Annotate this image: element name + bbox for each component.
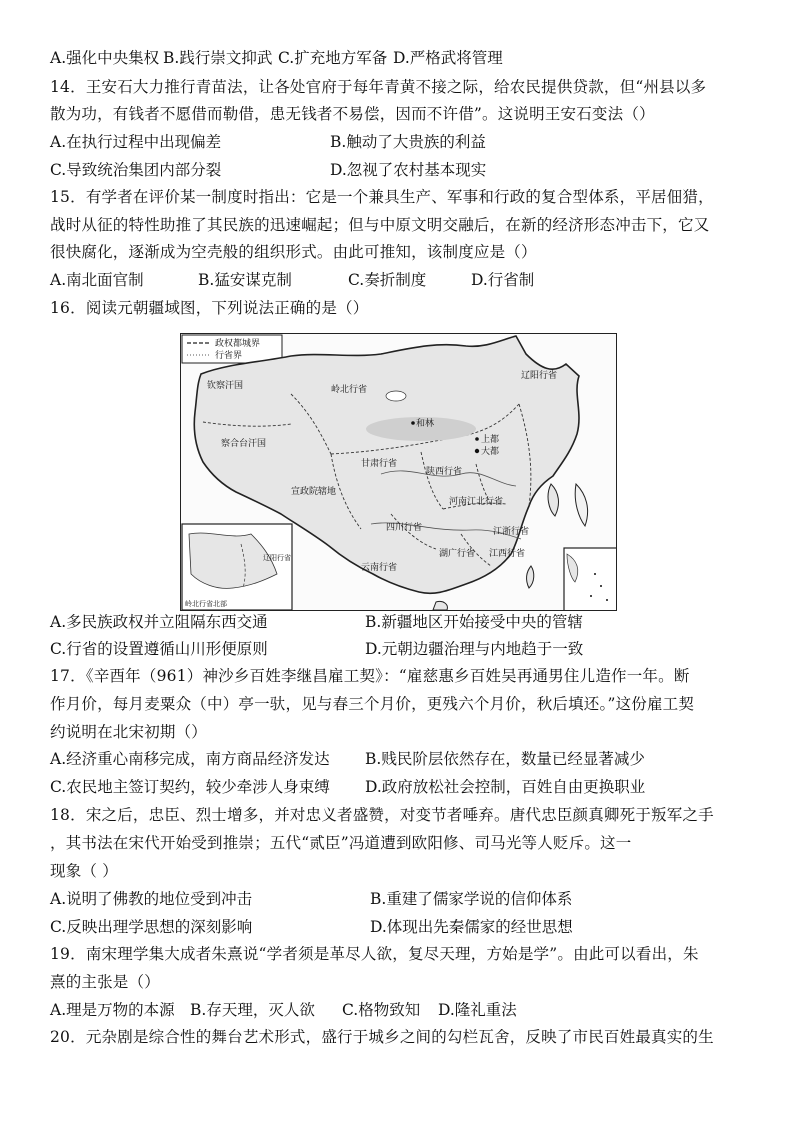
hainan-island: [433, 601, 447, 610]
q17-stem-line-2: 作月价，每月麦粟众（中）亭一驮，见与春三个月价，更残六个月价，秋后填还。”这份雇工契: [50, 695, 695, 713]
q15-option-a: A.南北面官制: [50, 271, 144, 289]
q19-option-c: C.格物致知: [342, 1001, 421, 1019]
q18-stem-line-3: 现象（ ）: [50, 862, 118, 880]
label-sichuan: 四川行省: [386, 523, 423, 533]
label-chagatai: 察合台汗国: [221, 439, 267, 449]
q18-option-d: D.体现出先秦儒家的经世思想: [370, 918, 573, 936]
q18-stem-line-1: 18．宋之后，忠臣、烈士增多，并对忠义者盛赞，对变节者唾弃。唐代忠臣颜真卿死于叛军之手: [50, 806, 714, 824]
inset-label-liaoyang: 辽阳行省: [263, 554, 291, 562]
label-helin: 和林: [416, 419, 435, 429]
q16-option-a: A.多民族政权并立阻隔东西交通: [50, 613, 268, 631]
q17-option-c: C.农民地主签订契约，较少牵涉人身束缚: [50, 778, 330, 796]
q19-option-a: A.理是万物的本源: [50, 1001, 175, 1019]
q16-option-b: B.新疆地区开始接受中央的管辖: [365, 613, 583, 631]
label-shangdu: 上都: [481, 435, 500, 445]
q14-option-b: B.触动了大贵族的利益: [330, 133, 486, 151]
label-henan: 河南江北行省: [449, 497, 504, 507]
q19-stem-line-2: 熹的主张是（）: [50, 973, 160, 991]
label-dadu: 大都: [481, 447, 500, 457]
label-yunnan: 云南行省: [361, 563, 398, 573]
q14-option-d: D.忽视了农村基本现实: [330, 161, 487, 179]
q17-stem-line-1: 17．《辛酉年（961）神沙乡百姓李继昌雇工契》：“雇慈惠乡百姓吴再通男住儿造作一年。断: [50, 667, 690, 685]
q15-stem-line-1: 15．有学者在评价某一制度时指出：它是一个兼具生产、军事和行政的复合型体系，平居佃猎，: [50, 188, 714, 206]
q15-option-c: C.奏折制度: [348, 271, 427, 289]
q14-option-c: C.导致统治集团内部分裂: [50, 161, 222, 179]
label-gansu: 甘肃行省: [361, 459, 398, 469]
q15-option-b: B.猛安谋克制: [198, 271, 292, 289]
label-lingbei: 岭北行省: [331, 385, 368, 395]
label-jiangxi: 江西行省: [489, 549, 526, 559]
korea-peninsula: [548, 484, 558, 516]
q20-stem-line-1: 20．元杂剧是综合性的舞台艺术形式，盛行于城乡之间的勾栏瓦舍，反映了市民百姓最真实的生: [50, 1028, 714, 1046]
q13-option-c: C.扩充地方军备: [278, 49, 388, 67]
inset-caption: 岭北行省北部: [185, 600, 227, 608]
q18-stem-line-2: ，其书法在宋代开始受到推崇；五代“贰臣”冯道遭到欧阳修、司马光等人贬斥。这一: [50, 834, 632, 852]
label-liaoyang: 辽阳行省: [521, 371, 558, 381]
legend-label-1: 政权都城界: [215, 339, 261, 349]
q18-option-b: B.重建了儒家学说的信仰体系: [370, 890, 573, 908]
q15-option-d: D.行省制: [471, 271, 535, 289]
q16-option-d: D.元朝边疆治理与内地趋于一致: [365, 640, 584, 658]
q19-option-d: D.隆礼重法: [438, 1001, 517, 1019]
q17-option-b: B.贱民阶层依然存在，数量已经显著减少: [365, 750, 645, 768]
yuan-territory-map: [180, 333, 617, 611]
q13-option-d: D.严格武将管理: [393, 49, 503, 67]
q13-option-a: A.强化中央集权: [50, 49, 160, 67]
map-drawing: [181, 334, 617, 611]
label-qincha: 钦察汗国: [207, 381, 244, 391]
q13-option-b: B.践行崇文抑武: [163, 49, 273, 67]
label-huguang: 湖广行省: [439, 549, 476, 559]
inset-map-south: [564, 548, 617, 611]
q14-stem-line-1: 14．王安石大力推行青苗法，让各处官府于每年青黄不接之际，给农民提供贷款，但“州县以多: [50, 78, 707, 96]
label-xuanzheng: 宣政院辖地: [291, 487, 337, 497]
legend-label-2: 行省界: [215, 351, 243, 361]
taiwan-island: [527, 566, 534, 588]
q17-stem-line-3: 约说明在北宋初期（）: [50, 723, 208, 741]
label-jiangzhe: 江浙行省: [493, 527, 530, 537]
q15-stem-line-3: 很快腐化，逐渐成为空壳般的组织形式。由此可推知，该制度应是（）: [50, 243, 537, 261]
q16-stem: 16．阅读元朝疆域图，下列说法正确的是（）: [50, 299, 369, 317]
q17-option-d: D.政府放松社会控制，百姓自由更换职业: [365, 778, 646, 796]
q15-stem-line-2: 战时从征的特性助推了其民族的迅速崛起；但与中原文明交融后，在新的经济形态冲击下，它又: [50, 216, 710, 234]
q19-stem-line-1: 19．南宋理学集大成者朱熹说“学者须是革尽人欲，复尽天理，方始是学”。由此可以看出，朱: [50, 945, 699, 963]
q18-option-c: C.反映出理学思想的深刻影响: [50, 918, 253, 936]
lake: [386, 391, 406, 401]
q17-option-a: A.经济重心南移完成，南方商品经济发达: [50, 750, 330, 768]
label-shaanxi: 陕西行省: [426, 467, 463, 477]
q18-option-a: A.说明了佛教的地位受到冲击: [50, 890, 253, 908]
q19-option-b: B.存天理，灭人欲: [190, 1001, 315, 1019]
map-legend: [182, 335, 282, 363]
japan-island: [575, 484, 587, 526]
q14-option-a: A.在执行过程中出现偏差: [50, 133, 222, 151]
inset-map-north: [182, 524, 292, 610]
q16-option-c: C.行省的设置遵循山川形便原则: [50, 640, 268, 658]
q14-stem-line-2: 散为功，有钱者不愿借而勒借，患无钱者不易偿，因而不许借”。这说明王安石变法（）: [50, 105, 655, 123]
